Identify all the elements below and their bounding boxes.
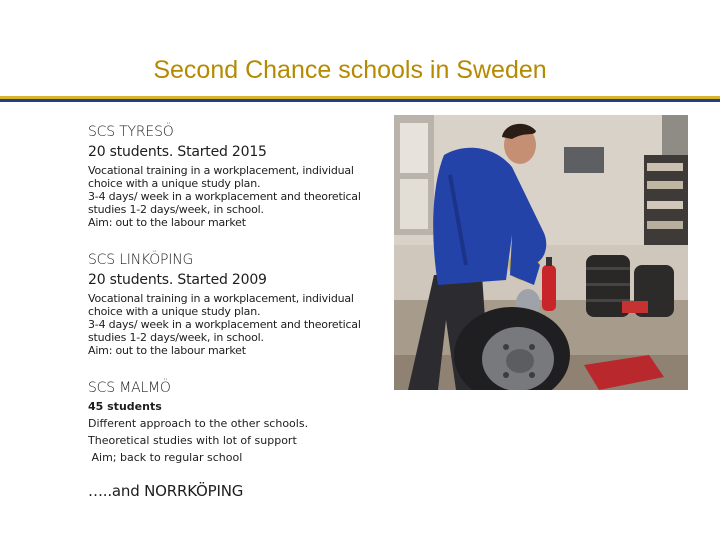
school-detail: 3-4 days/ week in a workplacement and theoretical studies 1-2 days/week, in school. — [88, 318, 361, 344]
school-detail: Aim: out to the labour market — [88, 216, 246, 229]
school-linkoping — [88, 250, 373, 357]
slide-title: Second Chance schools in Sweden — [153, 56, 547, 84]
school-detail: 3-4 days/ week in a workplacement and theoretical studies 1-2 days/week, in school. — [88, 190, 361, 216]
school-name: SCS MALMÖ — [88, 380, 171, 396]
school-detail: Different approach to the other schools. — [88, 417, 309, 430]
school-malmo — [88, 378, 373, 466]
workshop-illustration — [394, 115, 688, 390]
school-summary: 20 students. Started 2009 — [88, 272, 267, 288]
student-count: 45 students — [88, 400, 162, 413]
norrkoping-line: …..and NORRKÖPING — [88, 482, 244, 500]
workshop-photo — [394, 115, 688, 390]
school-detail: Aim: out to the labour market — [88, 344, 246, 357]
school-name: SCS TYRESÖ — [88, 124, 174, 140]
school-detail: Vocational training in a workplacement, individual choice with a unique study plan. — [88, 292, 354, 318]
school-summary: 20 students. Started 2015 — [88, 144, 267, 160]
school-tyreso — [88, 122, 373, 229]
school-detail: Theoretical studies with lot of support — [88, 434, 297, 447]
school-detail: Vocational training in a workplacement, individual choice with a unique study plan. — [88, 164, 354, 190]
school-name: SCS LINKÖPING — [88, 252, 194, 268]
title-divider-blue — [0, 99, 720, 102]
school-detail: Aim; back to regular school — [88, 451, 243, 464]
school-list — [88, 122, 373, 500]
